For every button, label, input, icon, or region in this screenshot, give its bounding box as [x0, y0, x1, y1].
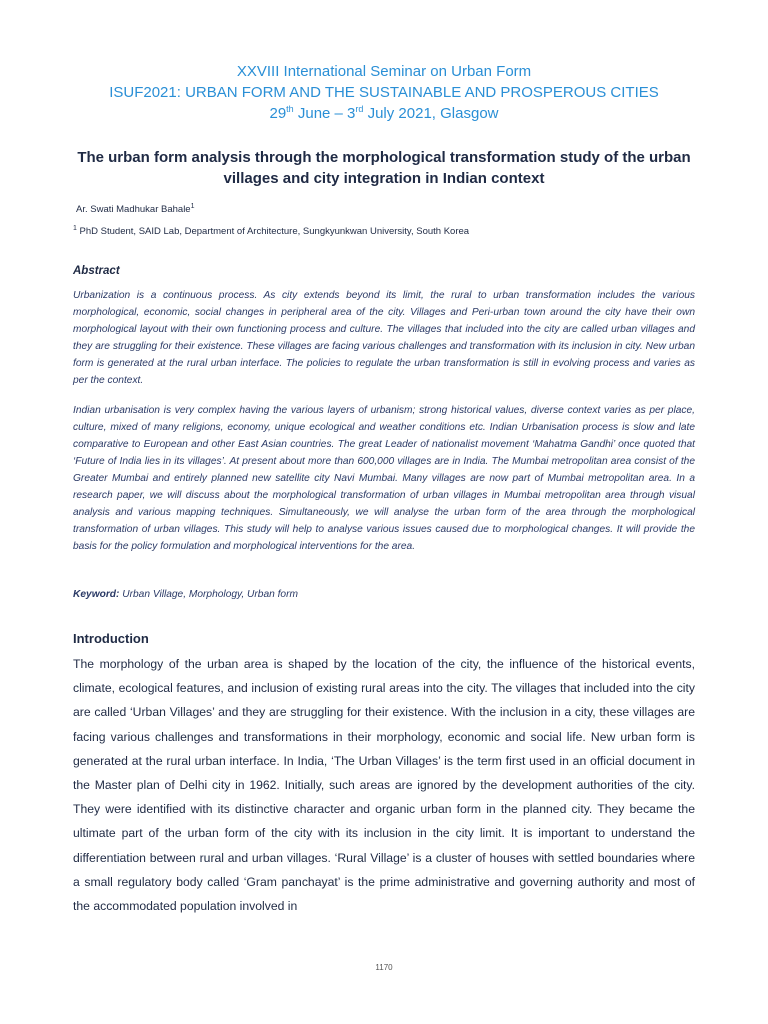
keyword-label: Keyword:	[73, 589, 120, 600]
author-name: Ar. Swati Madhukar Bahale	[76, 204, 191, 215]
keyword-values: Urban Village, Morphology, Urban form	[119, 589, 298, 600]
conference-dates	[0, 103, 768, 124]
conference-header	[0, 61, 768, 124]
abstract-paragraph-1: Urbanization is a continuous process. As city extends beyond its limit, the rural to urban transformation includes the various morphological, economic, social changes in peripheral area of the city. Villages and Peri-urban town around the city have their own morphological layout with their own functioning process and culture. The villages that included into the city are called urban villages and they are struggling for their existence. These villages are facing various challenges and transformation with its inclusion in city. New urban form is generated at the rural urban interface. The policies to regulate the urban transformation is still in evolving process and varies as per the context.	[73, 290, 695, 386]
author-marker: 1	[190, 202, 195, 210]
paper-title: The urban form analysis through the morphological transformation study of the urban villages and city integration in Indian context	[77, 149, 691, 187]
affiliation-text: PhD Student, SAID Lab, Department of Architecture, Sungkyunkwan University, South Korea	[76, 226, 470, 237]
conference-theme: ISUF2021: URBAN FORM AND THE SUSTAINABLE AND PROSPEROUS CITIES	[109, 84, 659, 101]
date-sup2: rd	[355, 104, 364, 114]
seminar-name: XXVIII International Seminar on Urban Form	[236, 63, 532, 80]
date-day1: 29	[269, 105, 287, 122]
abstract-paragraph-2: Indian urbanisation is very complex having the various layers of urbanism; strong historical values, diverse context varies as per place, culture, mixed of many religions, economy, unique ecological and weather conditions etc. Indian Urbanisation process is slow and late comparative to European and other East Asian countries. The great Leader of nationalist movement ‘Mahatma Gandhi’ once quoted that ‘Future of India lies in its villages’. At present about more than 600,000 villages are in India. The Mumbai metropolitan area consist of the Greater Mumbai and entirely planned new satellite city Navi Mumbai. Many villages are now part of Mumbai metropolitan area. In a research paper, we will discuss about the morphological transformation of urban villages in Mumbai metropolitan area through visual analysis and various mapping techniques. Simultaneously, we will analyse the urban form of the area through the morphological transformation of urban villages. This study will help to analyse various issues caused due to morphological changes. It will provide the basis for the policy formulation and morphological interventions for the area.	[73, 405, 695, 552]
date-sup1: th	[286, 104, 294, 114]
introduction-body: The morphology of the urban area is shaped by the location of the city, the influence of the historical events, climate, ecological features, and inclusion of existing rural areas into the city. The villages that included into the city are called ‘Urban Villages’ and they are struggling for their existence. With the inclusion in a city, these villages are facing various challenges and transformations in their morphology, economic and social life. New urban form is generated at the rural urban interface. In India, ‘The Urban Villages’ is the term first used in an official document in the Master plan of Delhi city in 1962. Initially, such areas are ignored by the development authorities of the city. They were identified with its distinctive character and organic urban form in the planned city. They became the ultimate part of the urban form of the city with its inclusion in the city limit. It is important to understand the differentiation between rural and urban villages. ‘Rural Village’ is a cluster of houses with settled boundaries where a small regulatory body called ‘Gram panchayat’ is the prime administrative and governing authority and most of the accommodated population involved in	[73, 657, 695, 914]
date-end: July 2021, Glasgow	[363, 105, 499, 122]
abstract-heading: Abstract	[73, 265, 120, 277]
page-number: 1170	[375, 963, 393, 972]
introduction-heading: Introduction	[73, 631, 149, 646]
affiliation-marker: 1	[73, 224, 77, 232]
author-line	[76, 204, 195, 215]
date-mid: June – 3	[293, 105, 356, 122]
affiliation-line	[73, 226, 469, 237]
keyword-line	[73, 589, 298, 600]
